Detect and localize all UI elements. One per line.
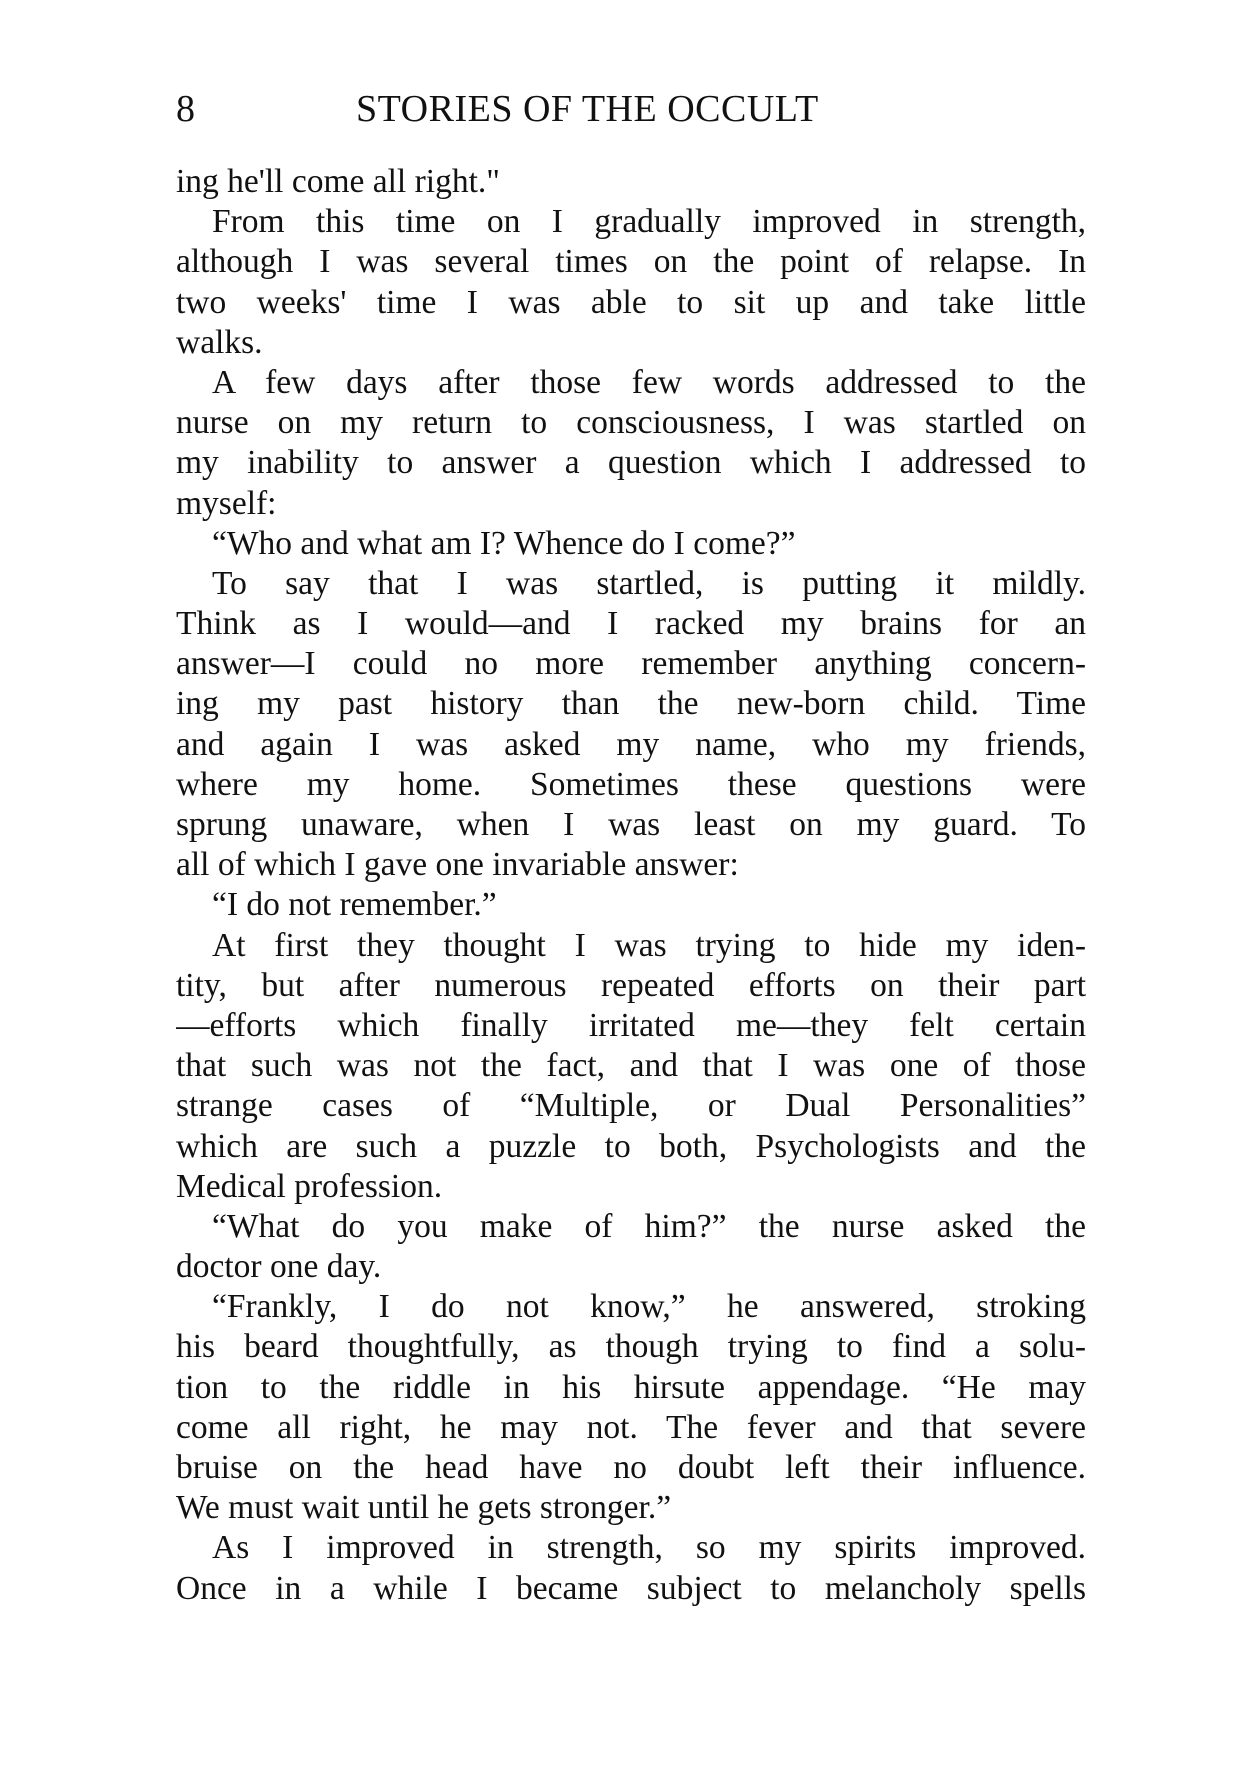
text-line: strange cases of “Multiple, or Dual Personalities” — [176, 1087, 1086, 1125]
text-line: where my home. Sometimes these questions were — [176, 765, 1086, 803]
text-line: A few days after those few words addressed to the — [212, 363, 1086, 401]
text-line: come all right, he may not. The fever and that severe — [176, 1408, 1086, 1446]
text-line: although I was several times on the point of relapse. In — [176, 243, 1086, 281]
text-line: which are such a puzzle to both, Psychologists and the — [176, 1127, 1086, 1165]
text-line: tion to the riddle in his hirsute appendage. “He may — [176, 1368, 1086, 1406]
text-line: his beard thoughtfully, as though trying to find a solu- — [176, 1328, 1086, 1366]
text-line: and again I was asked my name, who my friends, — [176, 725, 1086, 763]
text-line: To say that I was startled, is putting it mildly. — [212, 564, 1086, 602]
text-line: tity, but after numerous repeated efforts on their part — [176, 966, 1086, 1004]
running-title: STORIES OF THE OCCULT — [356, 88, 819, 130]
text-line: “Who and what am I? Whence do I come?” — [212, 524, 796, 562]
text-line: nurse on my return to consciousness, I was startled on — [176, 404, 1086, 442]
text-line: bruise on the head have no doubt left their influence. — [176, 1449, 1086, 1486]
text-line: that such was not the fact, and that I was one of those — [176, 1047, 1086, 1085]
text-line: my inability to answer a question which I addressed to — [176, 444, 1086, 482]
text-line: “Frankly, I do not know,” he answered, stroking — [212, 1288, 1086, 1326]
text-line: two weeks' time I was able to sit up and take little — [176, 283, 1086, 321]
text-line: Medical profession. — [176, 1167, 443, 1205]
text-line: “What do you make of him?” the nurse asked the — [212, 1207, 1086, 1245]
text-line: At first they thought I was trying to hide my iden- — [212, 926, 1086, 964]
page-number: 8 — [176, 88, 196, 130]
text-line: ing my past history than the new-born child. Time — [176, 685, 1086, 723]
text-line: “I do not remember.” — [212, 886, 497, 924]
text-line: myself: — [176, 484, 277, 522]
text-line: all of which I gave one invariable answer: — [176, 846, 739, 884]
text-line: ing he'll come all right." — [176, 163, 500, 200]
body-text — [176, 162, 1086, 1609]
text-line: From this time on I gradually improved in strength, — [212, 203, 1086, 241]
text-line: sprung unaware, when I was least on my guard. To — [176, 806, 1086, 843]
text-line: —efforts which finally irritated me—they felt certain — [176, 1006, 1086, 1044]
text-line: We must wait until he gets stronger.” — [176, 1489, 672, 1527]
text-line: answer—I could no more remember anything concern- — [176, 645, 1086, 683]
text-line: Once in a while I became subject to melancholy spells — [176, 1569, 1086, 1607]
text-line: Think as I would—and I racked my brains for an — [176, 605, 1086, 643]
text-line: walks. — [176, 323, 263, 361]
running-head — [176, 84, 1086, 134]
text-line: doctor one day. — [176, 1248, 382, 1286]
text-line: As I improved in strength, so my spirits improved. — [212, 1529, 1086, 1567]
